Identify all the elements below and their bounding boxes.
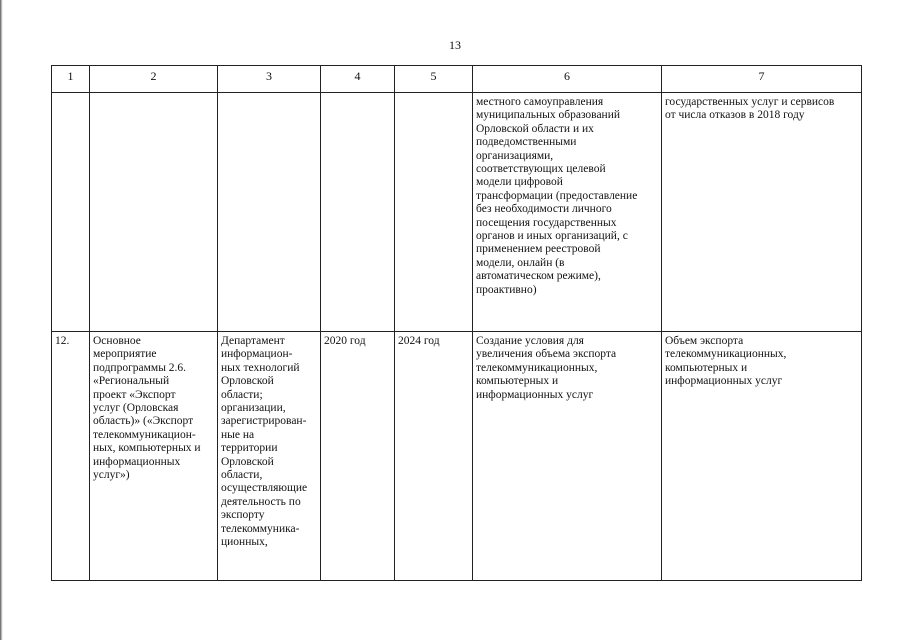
column-header-7: 7 (662, 66, 862, 93)
cell-measure (90, 93, 218, 332)
cell-expected-result-text: местного самоуправления муниципальных образований Орловской области и их подведомственными организациями, соответствующих целевой модели цифровой трансформации (предоставление без необходимости личного посещения государственных органов и иных организаций, с применением реестровой модели, онлайн (в автоматическом режиме), проактивно) (476, 96, 638, 296)
cell-indicator (662, 93, 862, 332)
scan-edge (0, 0, 3, 640)
cell-expected-result (473, 93, 662, 332)
column-header-3: 3 (218, 66, 321, 93)
column-header-6: 6 (473, 66, 662, 93)
column-header-2: 2 (90, 66, 218, 93)
cell-start-year (321, 332, 395, 581)
cell-number (52, 332, 90, 581)
cell-number-text: 12. (55, 335, 70, 347)
cell-executor (218, 93, 321, 332)
cell-indicator-text: Объем экспорта телекоммуникационных, компьютерных и информационных услуг (665, 335, 787, 388)
cell-end-year (395, 93, 473, 332)
column-header-4: 4 (321, 66, 395, 93)
cell-end-year-text: 2024 год (398, 335, 440, 347)
table-row-12 (52, 332, 862, 581)
column-header-5: 5 (395, 66, 473, 93)
cell-start-year-text: 2020 год (324, 335, 366, 347)
cell-end-year (395, 332, 473, 581)
cell-expected-result-text: Создание условия для увеличения объема экспорта телекоммуникационных, компьютерных и информационных услуг (476, 335, 617, 401)
table-header-row (52, 66, 862, 93)
column-header-1: 1 (52, 66, 90, 93)
cell-start-year (321, 93, 395, 332)
cell-executor (218, 332, 321, 581)
cell-indicator-text: государственных услуг и сервисов от числа отказов в 2018 году (665, 96, 835, 122)
cell-measure (90, 332, 218, 581)
cell-measure-text: Основное мероприятие подпрограммы 2.6. «Региональный проект «Экспорт услуг (Орловская область)» («Экспорт телекоммуникацион- ных, компьютерных и информационных услуг») (93, 335, 201, 482)
table-row-continuation (52, 93, 862, 332)
cell-expected-result (473, 332, 662, 581)
measures-table (51, 65, 862, 581)
page-number: 13 (449, 38, 461, 52)
cell-number (52, 93, 90, 332)
cell-indicator (662, 332, 862, 581)
cell-executor-text: Департамент информацион- ных технологий Орловской области; организации, зарегистрирован- ные на территории Орловской области, осуществляющие деятельность по экспорту телекоммуника- ционных, (221, 335, 308, 549)
